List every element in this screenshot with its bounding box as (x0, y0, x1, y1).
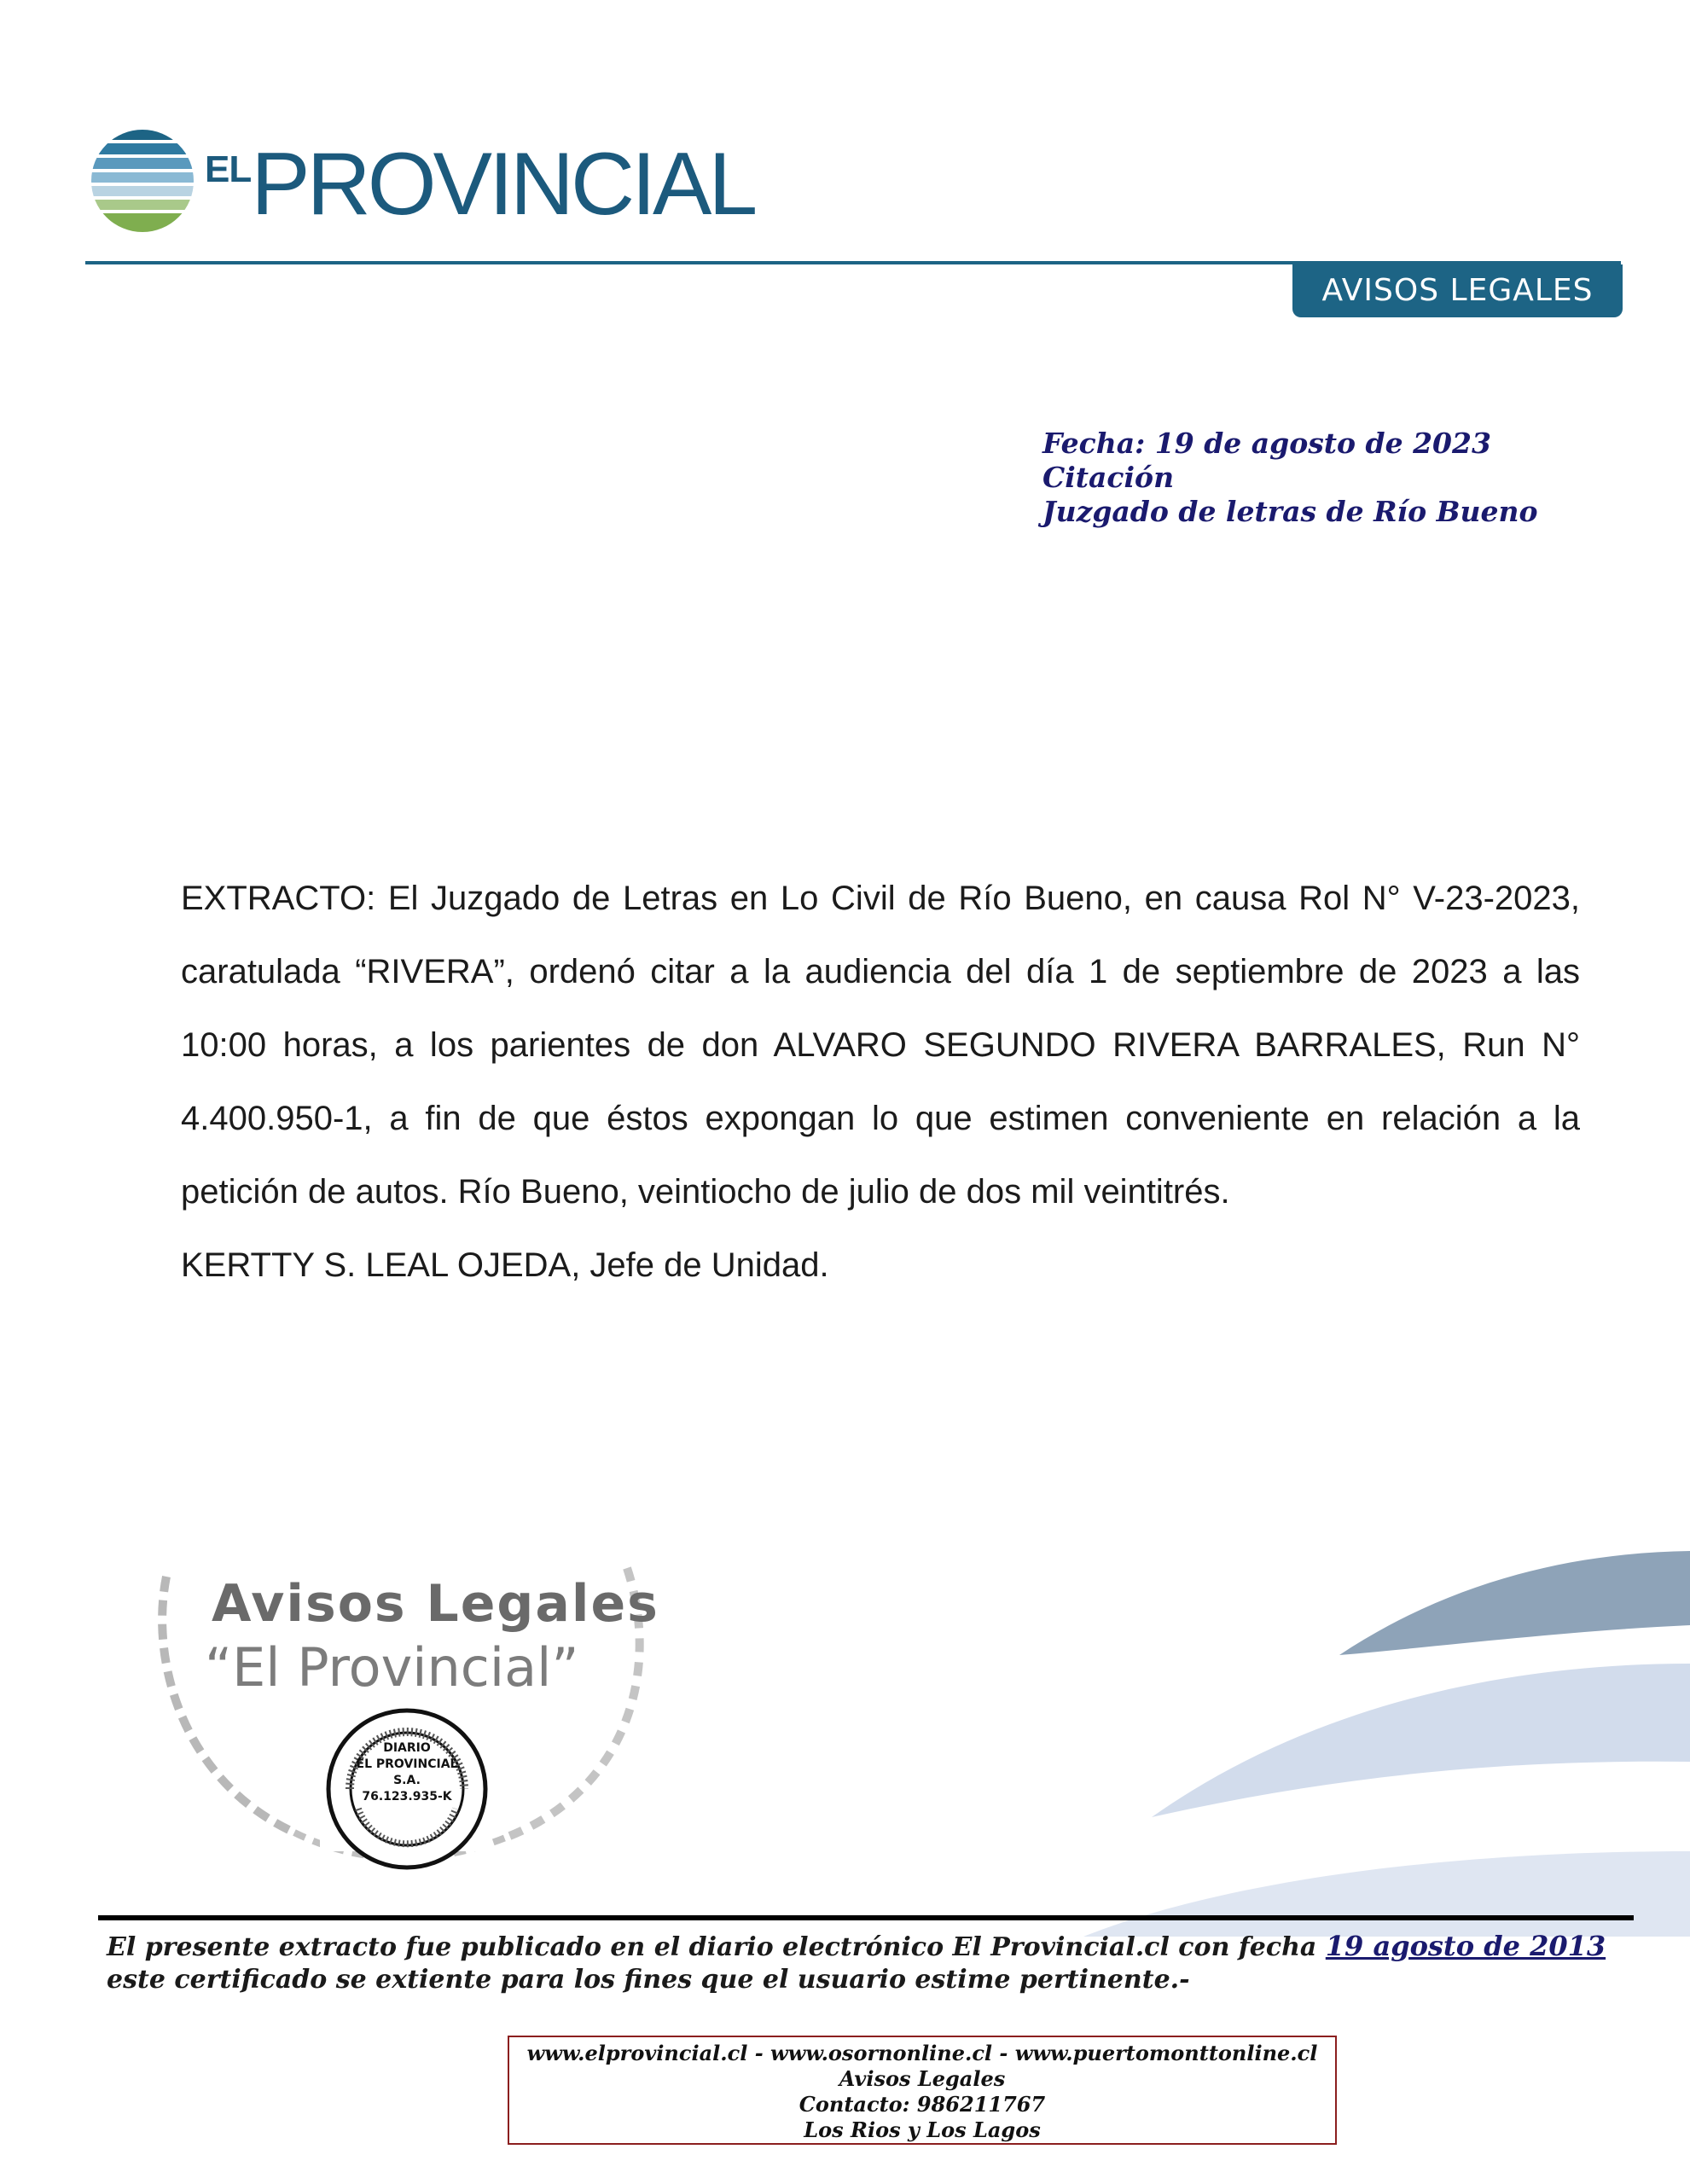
logo-wordmark (205, 133, 754, 235)
contact-section: Avisos Legales (839, 2066, 1006, 2091)
seal-line: EL PROVINCIAL (356, 1757, 458, 1771)
logo-name: PROVINCIAL (251, 135, 755, 234)
notice-type: Citación (1042, 461, 1175, 494)
decorative-swoosh (1083, 1536, 1690, 1937)
court-name: Juzgado de letras de Río Bueno (1042, 495, 1538, 528)
date-line (1042, 427, 1537, 461)
stamp-title: Avisos Legales (212, 1574, 659, 1634)
contact-phone: Contacto: 986211767 (799, 2092, 1046, 2117)
seal-line: DIARIO (383, 1741, 431, 1755)
notice-meta (1042, 427, 1537, 529)
signature-line: KERTTY S. LEAL OJEDA, Jefe de Unidad. (181, 1246, 829, 1284)
date-label: Fecha: (1042, 427, 1146, 460)
publication-note (107, 1930, 1625, 1996)
note-text-after: este certificado se extiente para los fines que el usuario estime pertinente.- (107, 1965, 1190, 1995)
contact-region: Los Rios y Los Lagos (804, 2117, 1041, 2142)
note-text-before: El presente extracto fue publicado en el diario electrónico El Provincial.cl con fecha (107, 1932, 1326, 1962)
extract-paragraph: EXTRACTO: El Juzgado de Letras en Lo Civil de Río Bueno, en causa Rol N° V-23-2023, caratulada “RIVERA”, ordenó citar a la audiencia del día 1 de septiembre de 2023 a las 10:00 horas, a los parientes de don ALVARO SEGUNDO RIVERA BARRALES, Run N° 4.400.950-1, a fin de que éstos expongan lo que estimen conveniente en relación a la petición de autos. Río Bueno, veintiocho de julio de dos mil veintitrés. (181, 880, 1580, 1211)
stamp-subtitle: “El Provincial” (205, 1636, 579, 1699)
logo (90, 128, 755, 239)
date-value: 19 de agosto de 2023 (1154, 427, 1491, 460)
section-tab: AVISOS LEGALES (1292, 264, 1623, 317)
footer-rule (98, 1915, 1634, 1920)
globe-logo-icon (90, 128, 195, 234)
contact-sites: www.elprovincial.cl - www.osornonline.cl - www.puertomonttonline.cl (526, 2041, 1318, 2065)
logo-prefix: EL (205, 148, 252, 190)
notice-body (181, 862, 1580, 1302)
seal-line: 76.123.935-K (362, 1790, 452, 1804)
publication-date: 19 agosto de 2013 (1325, 1930, 1606, 1962)
seal-line: S.A. (393, 1774, 421, 1787)
contact-box (508, 2036, 1337, 2145)
seal-text (324, 1740, 490, 1805)
